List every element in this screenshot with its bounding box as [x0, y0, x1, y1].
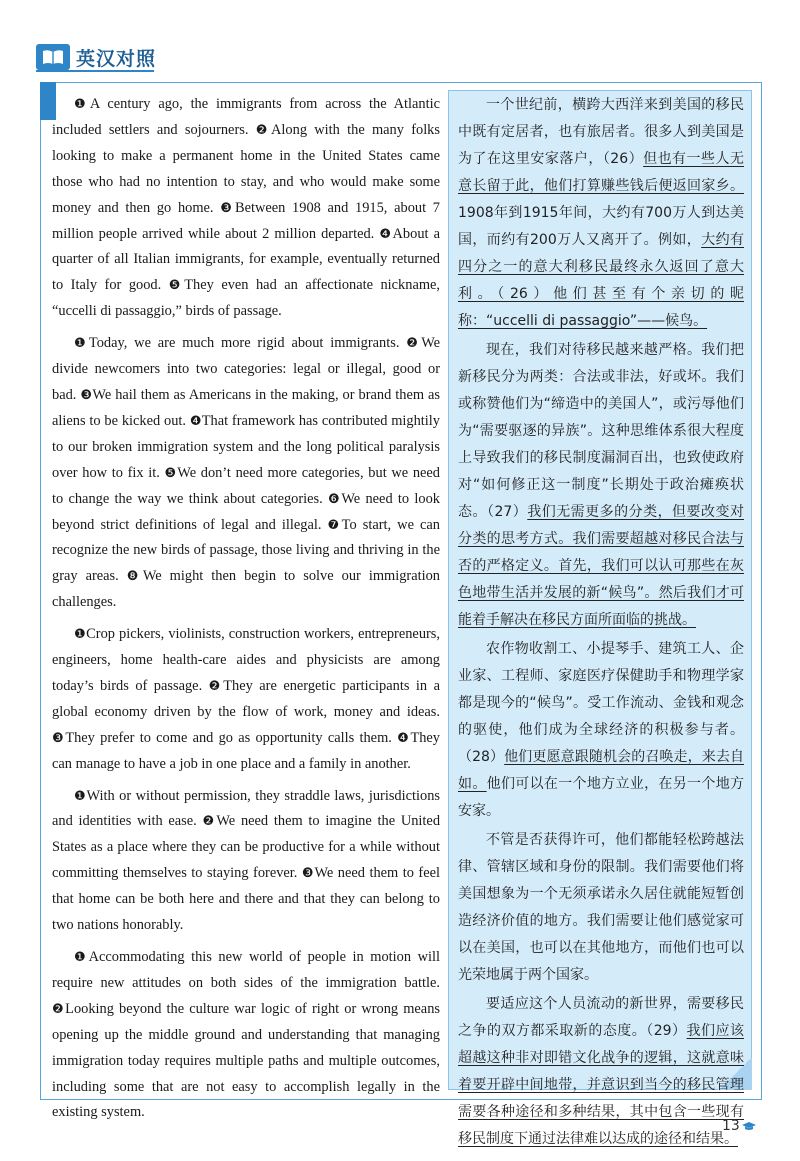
- sentence-text: They even had an affectionate nickname, “uccelli di passaggio,” birds of passage.: [52, 277, 441, 320]
- section-header: [36, 44, 156, 70]
- sentence-text: Crop pickers, violinists, construction workers, entrepreneurs, engineers, home health-care aides and physicists are among today’s birds of passage.: [52, 626, 441, 694]
- chinese-paragraph: [458, 337, 744, 634]
- sentence-text: With or without permission, they straddle laws, jurisdictions and identities with ease.: [52, 787, 441, 830]
- english-paragraph: [52, 622, 440, 777]
- sentence-number: ❷: [406, 336, 422, 352]
- underlined-answer-text: 大约有四分之一的意大利移民最终永久返回了意大利。（26）他们甚至有个亲切的昵称：“uccelli di passaggio”——候鸟。: [458, 232, 744, 329]
- chinese-column: [458, 92, 744, 1155]
- chinese-paragraph: [458, 827, 744, 989]
- sentence-text: Along with the many folks looking to make a permanent home in the United States came those who had no intention to stay, and who would make some money and then go home.: [52, 121, 440, 216]
- sentence-number: ❹: [189, 413, 202, 429]
- translation-text: 他们可以在一个地方立业，在另一个地方安家。: [458, 776, 745, 819]
- underlined-answer-text: 我们无需更多的分类，但要改变对分类的思考方式。我们需要超越对移民合法与否的严格定义。首先，我们可以认可那些在灰色地带生活并发展的新“候鸟”。然后我们才可能着手解决在移民方面所面临的挑战。: [458, 504, 744, 628]
- underlined-answer-text: 但也有一些人无意长留于此，他们打算赚些钱后便返回家乡。: [458, 151, 744, 194]
- sentence-number: ❶: [74, 336, 89, 352]
- grad-cap-icon: [742, 1122, 756, 1131]
- sentence-text: To start, we can recognize the new birds of passage, those living and thriving in the gray areas.: [52, 516, 441, 585]
- open-book-icon: [36, 44, 70, 70]
- underlined-answer-text: 我们应该超越这种非对即错文化战争的逻辑，这就意味着要开辟中间地带，并意识到当今的移民管理需要各种途径和多种结果，其中包含一些现有移民制度下通过法律难以达成的途径和结果。: [458, 1023, 744, 1147]
- english-column: [52, 92, 440, 1132]
- translation-text: 农作物收割工、小提琴手、建筑工人、企业家、工程师、家庭医疗保健助手和物理学家都是现今的“候鸟”。受工作流动、金钱和观念的驱使，他们成为全球经济的积极参与者。（28）: [458, 641, 744, 765]
- sentence-text: We might then begin to solve our immigration challenges.: [52, 568, 441, 611]
- sentence-text: We divide newcomers into two categories: legal or illegal, good or bad.: [52, 335, 441, 403]
- underlined-answer-text: 他们更愿意跟随机会的召唤走，来去自如。: [458, 749, 744, 792]
- sentence-number: ❼: [327, 517, 342, 533]
- sentence-number: ❶: [74, 950, 89, 965]
- sentence-number: ❸: [52, 730, 66, 746]
- english-paragraph: [52, 331, 440, 616]
- english-paragraph: [52, 784, 440, 939]
- chinese-paragraph: [458, 991, 744, 1153]
- sentence-text: A century ago, the immigrants from across the Atlantic included settlers and sojourners.: [52, 96, 440, 138]
- sentence-text: We need to look beyond strict definitions of legal and illegal.: [52, 490, 440, 533]
- sentence-number: ❽: [126, 569, 143, 585]
- sentence-number: ❹: [379, 226, 393, 242]
- sentence-number: ❶: [74, 627, 87, 643]
- translation-text: 1908年到1915年间，大约有700万人到达美国，而约有200万人又离开了。例如，: [458, 205, 744, 248]
- sentence-number: ❷: [52, 1001, 66, 1017]
- sentence-number: ❷: [255, 122, 272, 138]
- sentence-number: ❶: [74, 788, 87, 804]
- sentence-text: Accommodating this new world of people in motion will require new attitudes on both sides of the immigration battle.: [52, 949, 440, 991]
- sentence-text: Today, we are much more rigid about immigrants.: [88, 335, 407, 352]
- sentence-text: They are energetic participants in a global economy driven by the flow of work, money and ideas.: [52, 677, 440, 720]
- sentence-number: ❺: [168, 278, 185, 294]
- chinese-paragraph: [458, 92, 744, 335]
- sentence-number: ❻: [328, 491, 342, 507]
- translation-text: 一个世纪前，横跨大西洋来到美国的移民中既有定居者，也有旅居者。很多人到美国是为了在这里安家落户，（26）: [458, 97, 744, 167]
- sentence-number: ❺: [164, 465, 178, 481]
- translation-text: 要适应这个人员流动的新世界，需要移民之争的双方都采取新的态度。（29）: [458, 996, 744, 1039]
- sentence-text: We don’t need more categories, but we need to change the way we think about categories.: [52, 464, 440, 507]
- english-paragraph: [52, 92, 440, 325]
- page-number: 13: [722, 1118, 740, 1134]
- sentence-text: We need them to imagine the United States as a place where they can be productive for a while without committing themselves to staying forever.: [52, 813, 441, 882]
- sentence-number: ❶: [74, 97, 90, 112]
- translation-text: 现在，我们对待移民越来越严格。我们把新移民分为两类：合法或非法，好或坏。我们或称赞他们为“缔造中的美国人”，或污辱他们为“需要驱逐的异族”。这种思维体系很大程度上导致我们的移民制度漏洞百出，也致使政府对“如何修正这一制度”长期处于政治瘫痪状态。（27）: [458, 342, 744, 520]
- sentence-text: About a quarter of all Italian immigrants, for example, eventually returned to Italy for good.: [52, 225, 440, 294]
- header-underline: [36, 70, 154, 72]
- sentence-text: That framework has contributed mightily to our broken immigration system and the long political paralysis over how to fix it.: [52, 412, 440, 481]
- sentence-text: Looking beyond the culture war logic of right or wrong means opening up the middle ground and understanding that managing immigration today requires multiple paths and multiple outcomes, including some that are not easy to accomplish legally in the existing system.: [52, 1000, 440, 1121]
- sentence-number: ❸: [220, 200, 235, 216]
- sentence-number: ❹: [397, 730, 411, 746]
- sentence-text: They prefer to come and go as opportunity calls them.: [65, 729, 398, 746]
- sentence-text: We hail them as Americans in the making, or brand them as aliens to be kicked out.: [52, 386, 441, 429]
- sentence-text: Between 1908 and 1915, about 7 million people arrived while about 2 million departed.: [52, 199, 440, 242]
- chinese-paragraph: [458, 636, 744, 825]
- section-title: 英汉对照: [76, 47, 157, 70]
- sentence-number: ❸: [80, 387, 93, 403]
- sentence-number: ❸: [301, 866, 315, 882]
- sentence-number: ❷: [202, 814, 217, 830]
- translation-text: 不管是否获得许可，他们都能轻松跨越法律、管辖区域和身份的限制。我们需要他们将美国想象为一个无须承诺永久居住就能短暂创造经济价值的地方。我们需要让他们感觉家可以在美国，也可以在其他地方，而他们也可以光荣地属于两个国家。: [458, 832, 744, 983]
- sentence-number: ❷: [208, 678, 224, 694]
- sentence-text: We need them to feel that home can be both here and there and that they can belong to two nations honorably.: [52, 865, 441, 934]
- english-paragraph: [52, 945, 440, 1126]
- sentence-text: They can manage to have a job in one place and a family in another.: [52, 729, 441, 772]
